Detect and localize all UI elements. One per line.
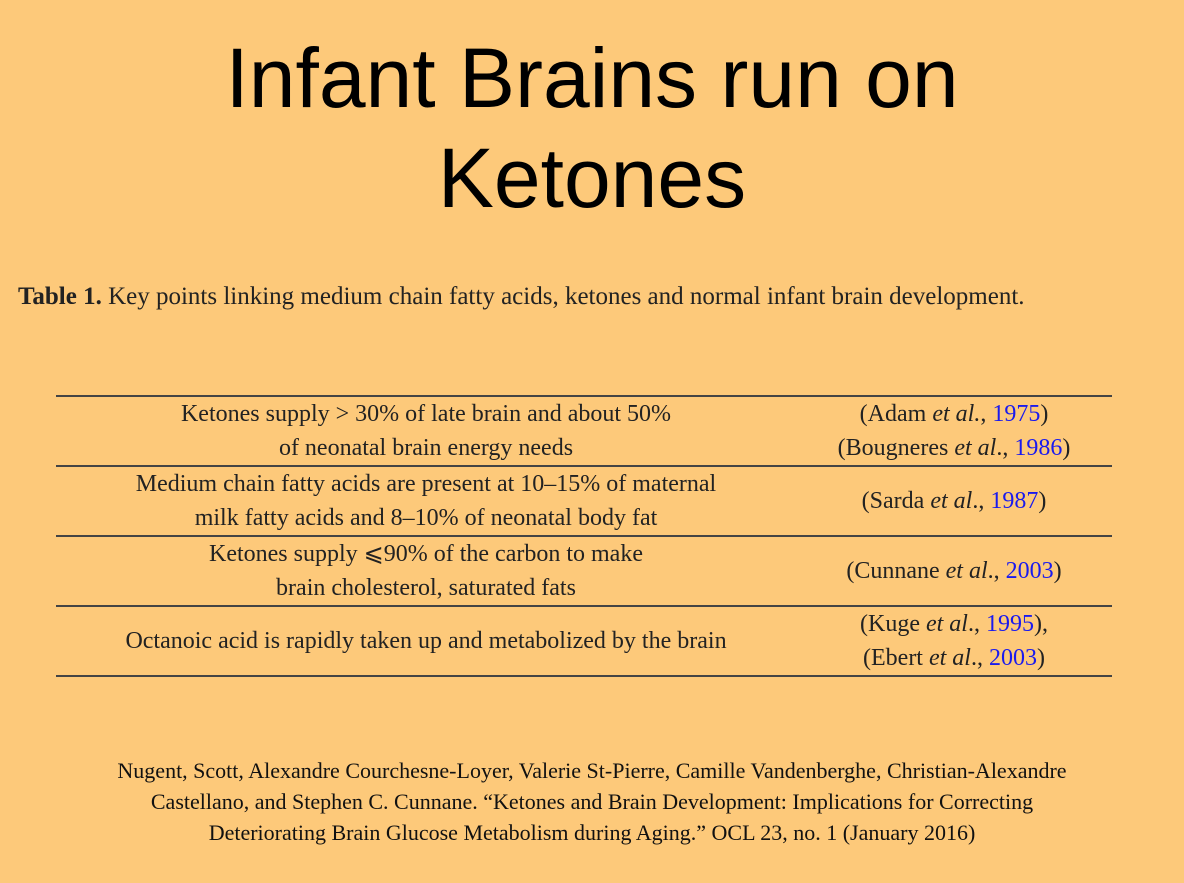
key-point-line: milk fatty acids and 8–10% of neonatal body fat <box>194 505 658 531</box>
reference: (Adam et al., 1975) <box>859 401 1049 427</box>
citation-line: Castellano, and Stephen C. Cunnane. “Ketones and Brain Development: Implications for Correcting <box>150 789 1034 814</box>
reference-cell <box>796 536 1112 606</box>
table-row <box>56 466 1112 536</box>
reference: (Sarda et al., 1987) <box>861 488 1047 514</box>
key-point-line: brain cholesterol, saturated fats <box>276 575 576 601</box>
key-point-line: Ketones supply ⩽90% of the carbon to make <box>208 541 643 567</box>
table-caption-text: Key points linking medium chain fatty acids, ketones and normal infant brain development. <box>101 283 1025 310</box>
table-caption-label: Table 1. <box>18 283 102 310</box>
reference: (Ebert et al., 2003) <box>863 645 1045 671</box>
key-point-cell <box>56 536 796 606</box>
key-point-line: Ketones supply > 30% of late brain and about 50% <box>180 401 672 427</box>
reference-cell <box>796 466 1112 536</box>
table-row <box>56 396 1112 466</box>
reference-year-link[interactable]: 2003 <box>988 645 1037 671</box>
table-row <box>56 536 1112 606</box>
key-point-line: of neonatal brain energy needs <box>278 435 574 461</box>
key-point-cell <box>56 466 796 536</box>
key-point-line: Medium chain fatty acids are present at 10–15% of maternal <box>135 471 717 497</box>
reference-cell <box>796 606 1112 676</box>
reference: (Kuge et al., 1995), <box>860 611 1048 637</box>
citation-line: Deteriorating Brain Glucose Metabolism during Aging.” OCL 23, no. 1 (January 2016) <box>208 820 976 845</box>
citation-line: Nugent, Scott, Alexandre Courchesne-Loyer, Valerie St-Pierre, Camille Vandenberghe, Christian-Alexandre <box>117 758 1067 783</box>
reference: (Bougneres et al., 1986) <box>837 435 1071 461</box>
table-row <box>56 606 1112 676</box>
key-point-cell <box>56 606 796 676</box>
reference-year-link[interactable]: 1975 <box>992 401 1041 427</box>
reference-year-link[interactable]: 2003 <box>1005 558 1054 584</box>
table-caption <box>18 283 1025 311</box>
slide-title <box>0 28 1184 228</box>
source-citation <box>20 755 1164 848</box>
key-point-cell <box>56 396 796 466</box>
reference: (Cunnane et al., 2003) <box>846 558 1062 584</box>
title-line-1: Infant Brains run on <box>225 31 959 125</box>
key-point-line: Octanoic acid is rapidly taken up and metabolized by the brain <box>125 628 727 654</box>
reference-year-link[interactable]: 1995 <box>985 611 1034 637</box>
key-points-table <box>56 395 1112 677</box>
reference-cell <box>796 396 1112 466</box>
title-line-2: Ketones <box>437 131 747 225</box>
reference-year-link[interactable]: 1987 <box>990 488 1039 514</box>
reference-year-link[interactable]: 1986 <box>1014 435 1063 461</box>
